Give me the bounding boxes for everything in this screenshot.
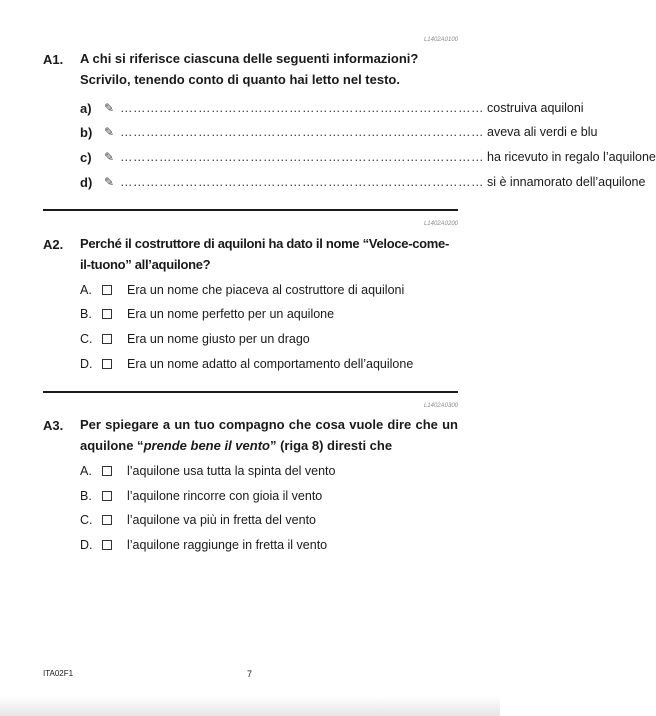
- answer-letter: d): [80, 175, 93, 190]
- answer-row-c[interactable]: [0, 148, 656, 168]
- answer-letter: a): [80, 101, 92, 116]
- answer-row-d[interactable]: [0, 173, 646, 193]
- option-text: l’aquilone va più in fretta del vento: [127, 513, 317, 527]
- section-divider: [43, 209, 458, 211]
- option-text: l’aquilone rincorre con gioia il vento: [127, 489, 323, 503]
- answer-blank[interactable]: …………………………………………………………………………: [120, 175, 484, 189]
- pencil-icon: ✎: [104, 125, 115, 139]
- pencil-icon: ✎: [104, 150, 115, 164]
- option-text: l’aquilone usa tutta la spinta del vento: [127, 464, 336, 478]
- answer-row-b[interactable]: [0, 123, 598, 143]
- option-text: Era un nome giusto per un drago: [127, 332, 310, 346]
- checkbox[interactable]: [102, 359, 112, 369]
- option-text: Era un nome perfetto per un aquilone: [127, 307, 335, 321]
- answer-blank[interactable]: …………………………………………………………………………: [120, 125, 484, 139]
- question-text-a3: [80, 414, 458, 456]
- option-text: Era un nome che piaceva al costruttore di aquiloni: [127, 283, 405, 297]
- item-code-a3: L1402A0300: [423, 403, 458, 409]
- option-text: l’aquilone raggiunge in fretta il vento: [127, 538, 328, 552]
- option-a2-b[interactable]: [0, 305, 500, 325]
- question-text-a3-start: Per spiegare a un tuo compagno che cosa vuole dire che un aquilone “: [80, 417, 458, 453]
- document-code: ITA02F1: [43, 669, 74, 678]
- question-number-a2: A2.: [43, 237, 64, 252]
- option-letter: B.: [80, 307, 92, 321]
- option-letter: D.: [80, 538, 93, 552]
- option-a3-b[interactable]: [0, 487, 500, 507]
- checkbox[interactable]: [102, 285, 112, 295]
- answer-prompt: aveva ali verdi e blu: [487, 125, 598, 139]
- question-text-a3-end: ” (riga 8) diresti che: [269, 438, 393, 453]
- answer-prompt: ha ricevuto in regalo l’aquilone: [487, 150, 656, 164]
- answer-blank[interactable]: …………………………………………………………………………: [120, 101, 484, 115]
- answer-letter: b): [80, 125, 93, 140]
- pencil-icon: ✎: [104, 101, 115, 115]
- checkbox[interactable]: [102, 540, 112, 550]
- checkbox[interactable]: [102, 309, 112, 319]
- option-a3-c[interactable]: [0, 511, 500, 531]
- option-letter: C.: [80, 513, 93, 527]
- answer-blank[interactable]: …………………………………………………………………………: [120, 150, 484, 164]
- page-shadow: [0, 696, 500, 716]
- option-letter: C.: [80, 332, 93, 346]
- page-number: 7: [247, 669, 253, 679]
- section-divider: [43, 391, 458, 393]
- question-number-a3: A3.: [43, 418, 64, 433]
- checkbox[interactable]: [102, 334, 112, 344]
- option-a2-a[interactable]: [0, 281, 500, 301]
- checkbox[interactable]: [102, 491, 112, 501]
- option-letter: D.: [80, 357, 93, 371]
- question-text-a2: Perché il costruttore di aquiloni ha dato il nome “Veloce-come-il-tuono” all’aquilone?: [80, 236, 450, 272]
- answer-prompt: costruiva aquiloni: [487, 101, 584, 115]
- option-text: Era un nome adatto al comportamento dell’aquilone: [127, 357, 414, 371]
- option-letter: B.: [80, 489, 92, 503]
- option-letter: A.: [80, 464, 92, 478]
- answer-row-a[interactable]: [0, 99, 584, 119]
- pencil-icon: ✎: [104, 175, 115, 189]
- item-code-a2: L1402A0200: [423, 221, 458, 227]
- option-a3-a[interactable]: [0, 462, 500, 482]
- checkbox[interactable]: [102, 515, 112, 525]
- question-text-a1-line1: A chi si riferisce ciascuna delle seguenti informazioni?: [80, 51, 419, 66]
- item-code-a1: L1402A0100: [423, 37, 458, 43]
- question-number-a1: A1.: [43, 52, 64, 67]
- option-letter: A.: [80, 283, 92, 297]
- answer-letter: c): [80, 150, 92, 165]
- quoted-phrase: prende bene il vento: [143, 438, 270, 453]
- checkbox[interactable]: [102, 466, 112, 476]
- answer-prompt: si è innamorato dell’aquilone: [487, 175, 646, 189]
- option-a2-d[interactable]: [0, 355, 500, 375]
- option-a3-d[interactable]: [0, 536, 500, 556]
- option-a2-c[interactable]: [0, 330, 500, 350]
- question-text-a1-line2: Scrivilo, tenendo conto di quanto hai letto nel testo.: [80, 72, 400, 87]
- question-text-a1: [80, 48, 458, 90]
